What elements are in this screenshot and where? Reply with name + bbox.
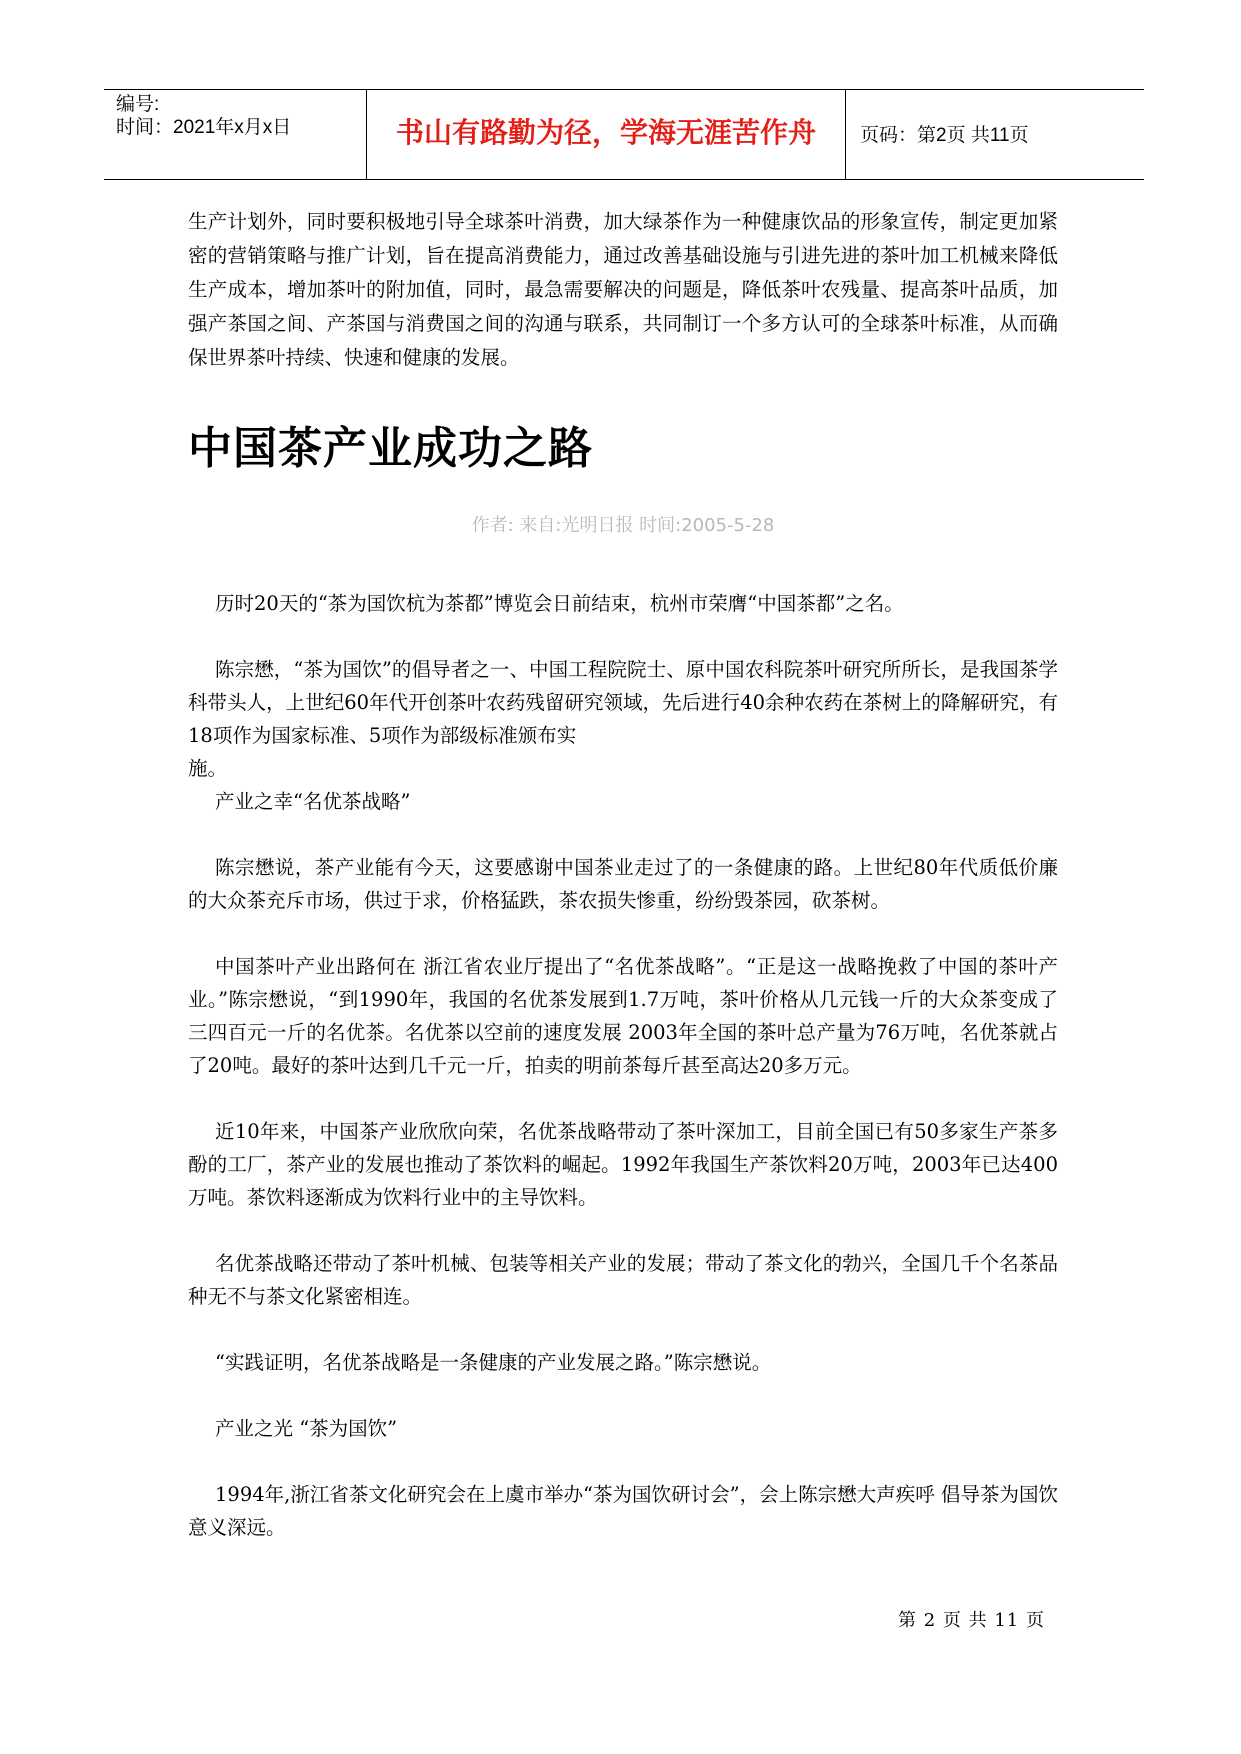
number-label: 编号: bbox=[116, 94, 160, 115]
spacer bbox=[188, 1379, 1058, 1412]
header-page-number: 页码：第2页 共11页 bbox=[860, 125, 1029, 146]
article-paragraph: 陈宗懋说，茶产业能有今天，这要感谢中国茶业走过了的一条健康的路。上世纪80年代质低价廉的大众茶充斥市场，供过于求，价格猛跌，茶农损失惨重，纷纷毁茶园，砍茶树。 bbox=[188, 856, 1058, 912]
article-byline: 作者: 来自:光明日报 时间:2005-5-28 bbox=[471, 515, 775, 536]
spacer bbox=[188, 1082, 1058, 1115]
article-paragraph: 陈宗懋，“茶为国饮”的倡导者之一、中国工程院院士、原中国农科院茶叶研究所所长，是我国茶学科带头人，上世纪60年代开创茶叶农药残留研究领域，先后进行40余种农药在茶树上的降解研究，有18项作为国家标准、5项作为部级标准颁布实 bbox=[188, 658, 1058, 747]
spacer bbox=[188, 818, 1058, 851]
page-footer: 第 2 页 共 11 页 bbox=[898, 1610, 1045, 1631]
spacer bbox=[188, 620, 1058, 653]
spacer bbox=[188, 1214, 1058, 1247]
article-paragraph: 施。 bbox=[188, 757, 228, 780]
section-heading: 产业之光 “茶为国饮” bbox=[215, 1417, 398, 1440]
article-paragraph: 历时20天的“茶为国饮杭为茶都”博览会日前结束，杭州市荣膺“中国茶都”之名。 bbox=[215, 592, 904, 615]
intro-paragraph: 生产计划外，同时要积极地引导全球茶叶消费，加大绿茶作为一种健康饮品的形象宣传，制定更加紧密的营销策略与推广计划，旨在提高消费能力，通过改善基础设施与引进先进的茶叶加工机械来降低生产成本，增加茶叶的附加值，同时，最急需要解决的问题是，降低茶叶农残量、提高茶叶品质，加强产茶国之间、产茶国与消费国之间的沟通与联系，共同制订一个多方认可的全球茶叶标准，从而确保世界茶叶持续、快速和健康的发展。 bbox=[188, 210, 1058, 369]
article-paragraph: 中国茶叶产业出路何在 浙江省农业厅提出了“名优茶战略”。“正是这一战略挽救了中国的茶叶产业。”陈宗懋说，“到1990年，我国的名优茶发展到1.7万吨，茶叶价格从几元钱一斤的大众茶变成了三四百元一斤的名优茶。名优茶以空前的速度发展 2003年全国的茶叶总产量为76万吨，名优茶就占了20吨。最好的茶叶达到几千元一斤，拍卖的明前茶每斤甚至高达20多万元。 bbox=[188, 955, 1058, 1077]
header-motto: 书山有路勤为径，学海无涯苦作舟 bbox=[395, 116, 816, 149]
article-paragraph: 1994年,浙江省茶文化研究会在上虞市举办“茶为国饮研讨会”，会上陈宗懋大声疾呼 倡导茶为国饮意义深远。 bbox=[188, 1483, 1058, 1539]
spacer bbox=[188, 537, 1058, 587]
page-content bbox=[188, 205, 1058, 1544]
article-paragraph: 近10年来，中国茶产业欣欣向荣，名优茶战略带动了茶叶深加工，目前全国已有50多家生产茶多酚的工厂，茶产业的发展也推动了茶饮料的崛起。1992年我国生产茶饮料20万吨，2003年已达400万吨。茶饮料逐渐成为饮料行业中的主导饮料。 bbox=[188, 1120, 1058, 1209]
article-paragraph: 名优茶战略还带动了茶叶机械、包装等相关产业的发展；带动了茶文化的勃兴，全国几千个名茶品种无不与茶文化紧密相连。 bbox=[188, 1252, 1058, 1308]
spacer bbox=[188, 917, 1058, 950]
spacer bbox=[188, 1445, 1058, 1478]
article-title: 中国茶产业成功之路 bbox=[188, 423, 593, 474]
article-paragraph: “实践证明，名优茶战略是一条健康的产业发展之路。”陈宗懋说。 bbox=[215, 1351, 772, 1374]
header-motto-cell bbox=[366, 90, 846, 179]
document-header bbox=[104, 89, 1144, 180]
section-heading: 产业之幸“名优茶战略” bbox=[215, 790, 411, 813]
time-label: 时间：2021年x月x日 bbox=[116, 117, 292, 138]
header-meta-cell bbox=[104, 90, 366, 179]
header-page-cell bbox=[846, 90, 1144, 179]
spacer bbox=[188, 1313, 1058, 1346]
